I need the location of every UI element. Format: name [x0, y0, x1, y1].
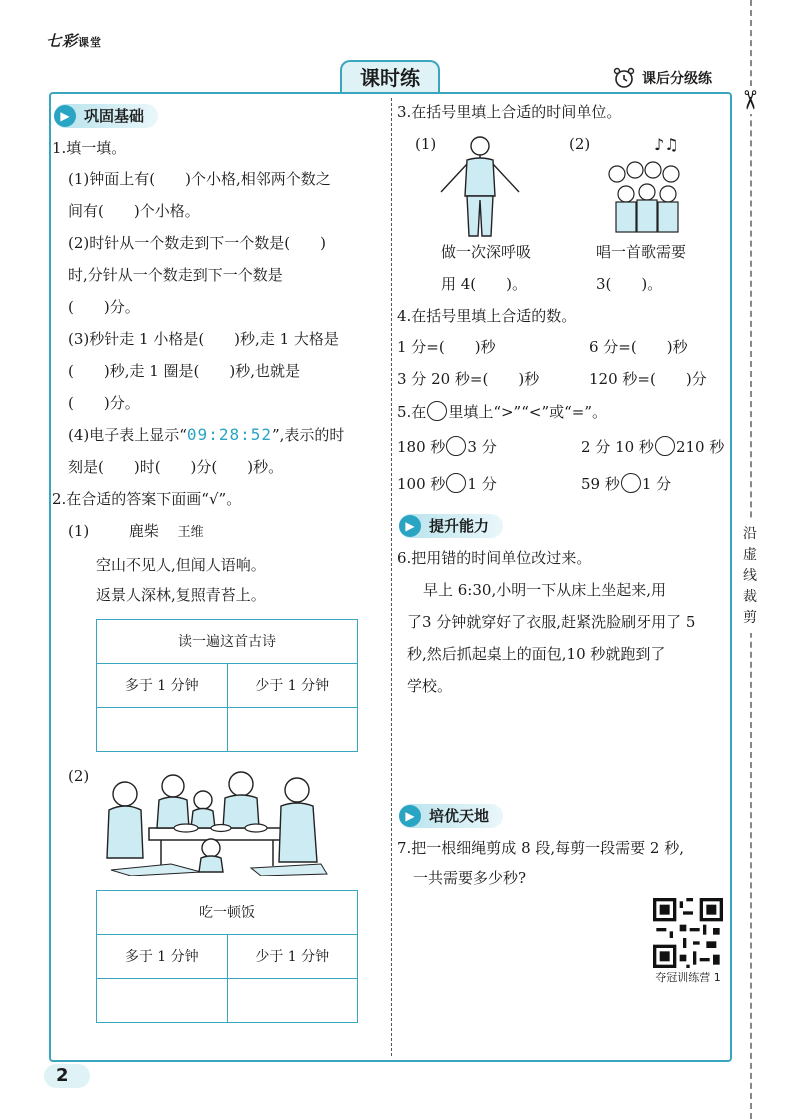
compare-circle-icon — [427, 401, 447, 421]
q1-3-line-b: ( )秒,走 1 圈是( )秒,也就是 — [68, 362, 301, 380]
answer-cell-poem-more[interactable] — [97, 708, 228, 752]
answer-cell-meal-less[interactable] — [227, 979, 358, 1023]
q2-2-row — [52, 766, 386, 876]
right-column — [397, 98, 727, 984]
page-title: 课时练 — [340, 60, 440, 94]
q5-row-1 — [397, 436, 727, 457]
q2-title: 2.在合适的答案下面画“√”。 — [52, 490, 242, 508]
q5-b-right: 210 秒 — [675, 438, 725, 456]
answer-cell-meal-more[interactable] — [97, 979, 228, 1023]
q1-2-line-b: 时,分针从一个数走到下一个数是 — [68, 266, 283, 284]
q7-line-a: 7.把一根细绳剪成 8 段,每剪一段需要 2 秒, — [397, 839, 685, 857]
q1-2-line-a: (2)时针从一个数走到下一个数是( ) — [68, 234, 326, 252]
q6-para-3: 秒,然后抓起桌上的面包,10 秒就跑到了 — [407, 645, 666, 663]
compare-circle-d[interactable] — [621, 473, 641, 493]
answer-cell-poem-less[interactable] — [227, 708, 358, 752]
q2-1-label: (1) — [68, 522, 90, 540]
svg-text:♪♫: ♪♫ — [654, 135, 679, 154]
table-poem-more: 多于 1 分钟 — [97, 664, 228, 708]
q1-3-line-a: (3)秒针走 1 小格是( )秒,走 1 大格是 — [68, 330, 339, 348]
q6-para-4: 学校。 — [407, 677, 453, 695]
q5-post: 里填上“>”“<”或“=”。 — [448, 403, 608, 421]
brand-small: 课堂 — [78, 36, 103, 49]
q1-4-pre: (4)电子表上显示“ — [68, 426, 187, 444]
cut-label: 沿虚线裁剪 — [738, 520, 762, 633]
q3-texts — [397, 242, 727, 306]
poem-author: 王维 — [177, 525, 204, 540]
page-number: 2 — [44, 1064, 90, 1088]
q3-2-text-b: 3( )。 — [596, 275, 663, 293]
q1-4-post: ”,表示的时 — [271, 426, 345, 444]
q1-3-line-c: ( )分。 — [68, 394, 140, 412]
q4-d: 120 秒=( )分 — [589, 370, 707, 388]
section-advance-title: 提升能力 — [429, 517, 490, 535]
poem-line-2: 返景人深林,复照青苔上。 — [96, 586, 266, 604]
compare-circle-c[interactable] — [446, 473, 466, 493]
qr-caption: 夺冠训练营 1 — [655, 971, 721, 984]
play-icon: ▶ — [399, 805, 421, 827]
q1-1-line-a: (1)钟面上有( )个小格,相邻两个数之 — [68, 170, 331, 188]
q6-para-1: 早上 6:30,小明一下从床上坐起来,用 — [423, 581, 666, 599]
scissors-icon: ✂ — [729, 86, 769, 114]
q3-1-text-b: 用 4( )。 — [441, 275, 528, 293]
q5-d-left: 59 秒 — [581, 475, 620, 493]
play-icon: ▶ — [399, 515, 421, 537]
q5-d — [581, 473, 727, 494]
q3-1-text-a: 做一次深呼吸 — [441, 243, 532, 261]
q4-row-2 — [397, 369, 727, 389]
table-poem-title: 读一遍这首古诗 — [97, 620, 358, 664]
section-basics-title: 巩固基础 — [84, 107, 145, 125]
family-dinner-illustration — [91, 766, 331, 876]
compare-circle-b[interactable] — [655, 436, 675, 456]
q1-1-line-b: 间有( )个小格。 — [68, 202, 200, 220]
q7-line-b: 一共需要多少秒? — [413, 869, 527, 887]
q4-c: 3 分 20 秒=( )秒 — [397, 370, 540, 388]
q5-a-left: 180 秒 — [397, 438, 446, 456]
poem-line-1: 空山不见人,但闻人语响。 — [96, 556, 266, 574]
section-advance-header — [399, 514, 503, 538]
brand-logo — [46, 30, 102, 51]
q5-b — [581, 436, 727, 457]
q3-pictures — [397, 134, 727, 242]
digital-clock-display: 09:28:52 — [186, 425, 272, 444]
q5-pre: 5.在 — [397, 403, 427, 421]
q1-title: 1.填一填。 — [52, 139, 127, 157]
answer-table-poem — [96, 619, 358, 752]
section-excel-title: 培优天地 — [429, 807, 490, 825]
q5-title — [397, 401, 727, 422]
q5-c-right: 1 分 — [467, 475, 497, 493]
q4-row-1 — [397, 337, 727, 357]
q6-para-2: 了3 分钟就穿好了衣服,赶紧洗脸刷牙用了 5 — [407, 613, 696, 631]
q2-2-label: (2) — [68, 767, 90, 785]
q4-a: 1 分=( )秒 — [397, 338, 496, 356]
section-basics-header — [54, 104, 158, 128]
q4-title: 4.在括号里填上合适的数。 — [397, 307, 577, 325]
left-column — [52, 98, 386, 1023]
level-text: 课后分级练 — [642, 71, 712, 87]
q1-4-line-b: 刻是( )时( )分( )秒。 — [68, 458, 284, 476]
qr-code-icon[interactable] — [653, 898, 723, 968]
q3-2-label: (2) — [569, 135, 591, 153]
q5-a-right: 3 分 — [467, 438, 497, 456]
q5-b-left: 2 分 10 秒 — [581, 438, 654, 456]
play-icon: ▶ — [54, 105, 76, 127]
q1-2-line-c: ( )分。 — [68, 298, 140, 316]
q3-2-text-a: 唱一首歌需要 — [596, 243, 687, 261]
brand-main: 七彩 — [46, 32, 79, 50]
table-meal-title: 吃一顿饭 — [97, 891, 358, 935]
q3-1-label: (1) — [415, 135, 437, 153]
table-meal-less: 少于 1 分钟 — [227, 935, 358, 979]
alarm-clock-icon — [612, 66, 636, 90]
table-meal-more: 多于 1 分钟 — [97, 935, 228, 979]
q3-title: 3.在括号里填上合适的时间单位。 — [397, 103, 622, 121]
qr-block — [643, 898, 733, 988]
q1-4-line-a — [52, 425, 386, 445]
answer-table-meal — [96, 890, 358, 1023]
poem-heading — [52, 521, 386, 543]
section-excel-header — [399, 804, 503, 828]
compare-circle-a[interactable] — [446, 436, 466, 456]
children-singing-illustration — [602, 134, 692, 239]
q4-b: 6 分=( )秒 — [589, 338, 688, 356]
q5-a — [397, 436, 497, 457]
q6-title: 6.把用错的时间单位改过来。 — [397, 549, 592, 567]
q5-d-right: 1 分 — [641, 475, 672, 493]
q5-c — [397, 473, 497, 494]
q5-row-2 — [397, 473, 727, 494]
table-poem-less: 少于 1 分钟 — [227, 664, 358, 708]
girl-breathing-illustration — [435, 134, 525, 239]
column-divider — [391, 98, 392, 1056]
level-label — [612, 66, 712, 90]
poem-title: 鹿柴 — [128, 522, 159, 540]
q5-c-left: 100 秒 — [397, 475, 446, 493]
